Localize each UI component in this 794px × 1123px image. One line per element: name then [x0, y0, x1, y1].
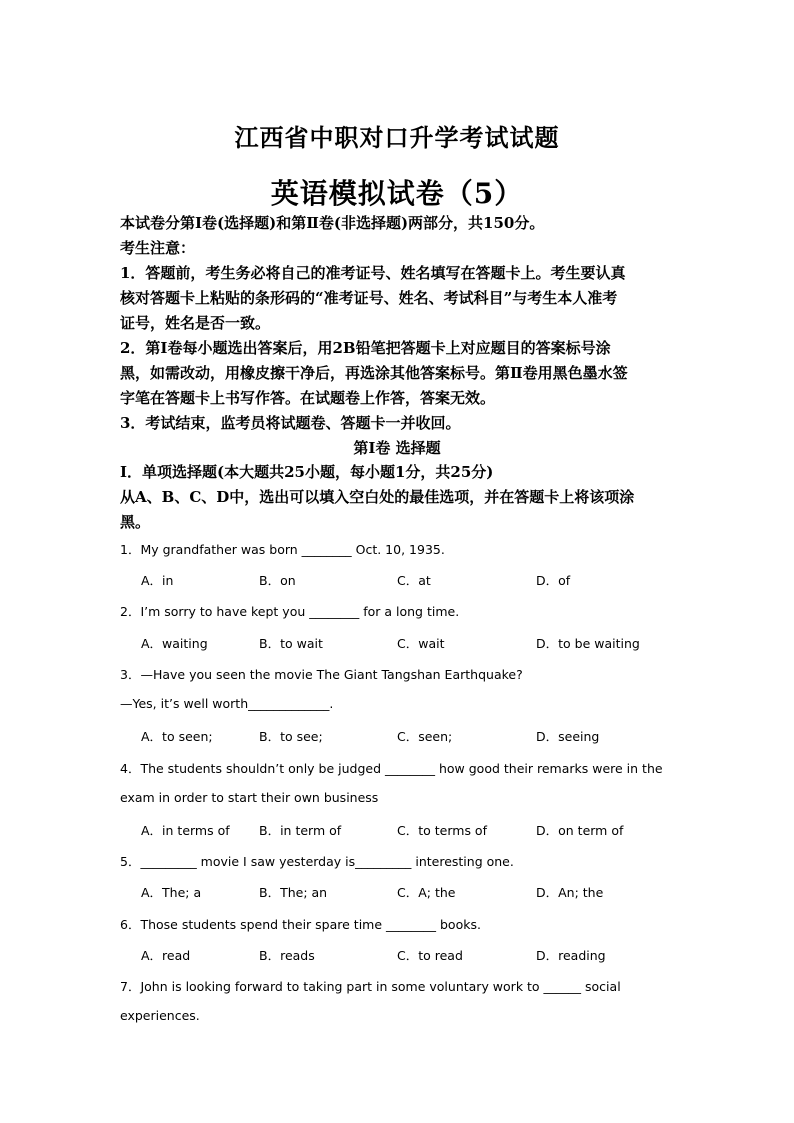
option-a[interactable]: A．to seen; [141, 729, 213, 744]
question-5-options [141, 883, 701, 901]
option-d[interactable]: D．An; the [536, 885, 604, 900]
instructions-intro: 本试卷分第Ⅰ卷(选择题)和第Ⅱ卷(非选择题)两部分，共150分。 [120, 214, 545, 232]
option-b[interactable]: B．The; an [259, 885, 328, 900]
option-d[interactable]: D．on term of [536, 823, 624, 838]
question-2-options [141, 634, 701, 652]
question-4-stem: 4．The students shouldn’t only be judged ________ how good their remarks were in the [120, 761, 663, 776]
option-d[interactable]: D．seeing [536, 729, 600, 744]
question-2-stem: 2．I’m sorry to have kept you ________ for a long time. [120, 604, 460, 619]
option-a[interactable]: A．waiting [141, 636, 208, 651]
question-3-stem-line-2: —Yes, it’s well worth_____________. [120, 696, 334, 711]
instruction-item-2-line-3: 字笔在答题卡上书写作答。在试题卷上作答，答案无效。 [120, 389, 496, 407]
instruction-item-1-line-1: 1．答题前，考生务必将自己的准考证号、姓名填写在答题卡上。考生要认真 [120, 264, 626, 282]
question-6-options [141, 946, 701, 964]
notice-label: 考生注意： [120, 239, 196, 257]
part-instruction-line-2: 黑。 [120, 513, 151, 531]
option-b[interactable]: B．on [259, 573, 296, 588]
option-a[interactable]: A．read [141, 948, 191, 963]
instruction-item-3: 3．考试结束，监考员将试题卷、答题卡一并收回。 [120, 414, 461, 432]
question-4-stem-line-2: exam in order to start their own business [120, 790, 379, 805]
instruction-item-1-line-2: 核对答题卡上粘贴的条形码的“准考证号、姓名、考试科目”与考生本人准考 [120, 289, 618, 307]
option-c[interactable]: C．at [397, 573, 431, 588]
option-a[interactable]: A．in [141, 573, 174, 588]
instruction-item-2-line-1: 2．第Ⅰ卷每小题选出答案后，用2B铅笔把答题卡上对应题目的答案标号涂 [120, 339, 611, 357]
question-3-stem: 3．—Have you seen the movie The Giant Tangshan Earthquake? [120, 667, 523, 682]
option-c[interactable]: C．to read [397, 948, 463, 963]
question-7-stem: 7．John is looking forward to taking part in some voluntary work to ______ social [120, 979, 621, 994]
option-d[interactable]: D．of [536, 573, 571, 588]
option-a[interactable]: A．in terms of [141, 823, 230, 838]
option-a[interactable]: A．The; a [141, 885, 202, 900]
section-title: 第Ⅰ卷 选择题 [353, 439, 441, 457]
question-4-options [141, 821, 701, 839]
option-c[interactable]: C．seen; [397, 729, 453, 744]
option-b[interactable]: B．to see; [259, 729, 323, 744]
exam-subtitle: 英语模拟试卷（5） [270, 177, 524, 210]
question-1-options [141, 571, 701, 589]
option-c[interactable]: C．to terms of [397, 823, 487, 838]
option-d[interactable]: D．reading [536, 948, 606, 963]
option-b[interactable]: B．in term of [259, 823, 342, 838]
exam-title: 江西省中职对口升学考试试题 [234, 123, 560, 152]
question-6-stem: 6．Those students spend their spare time ________ books. [120, 917, 481, 932]
question-1-stem: 1．My grandfather was born ________ Oct. 10, 1935. [120, 542, 445, 557]
option-d[interactable]: D．to be waiting [536, 636, 640, 651]
option-b[interactable]: B．to wait [259, 636, 323, 651]
instruction-item-1-line-3: 证号，姓名是否一致。 [120, 314, 271, 332]
question-7-stem-line-2: experiences. [120, 1008, 200, 1023]
part-heading: Ⅰ．单项选择题(本大题共25小题，每小题1分，共25分) [120, 463, 494, 481]
option-b[interactable]: B．reads [259, 948, 315, 963]
part-instruction-line-1: 从A、B、C、D中，选出可以填入空白处的最佳选项，并在答题卡上将该项涂 [120, 488, 635, 506]
option-c[interactable]: C．wait [397, 636, 445, 651]
question-5-stem: 5．_________ movie I saw yesterday is_________ interesting one. [120, 854, 514, 869]
question-3-options [141, 727, 701, 745]
instruction-item-2-line-2: 黑，如需改动，用橡皮擦干净后，再选涂其他答案标号。第Ⅱ卷用黑色墨水签 [120, 364, 628, 382]
option-c[interactable]: C．A; the [397, 885, 456, 900]
